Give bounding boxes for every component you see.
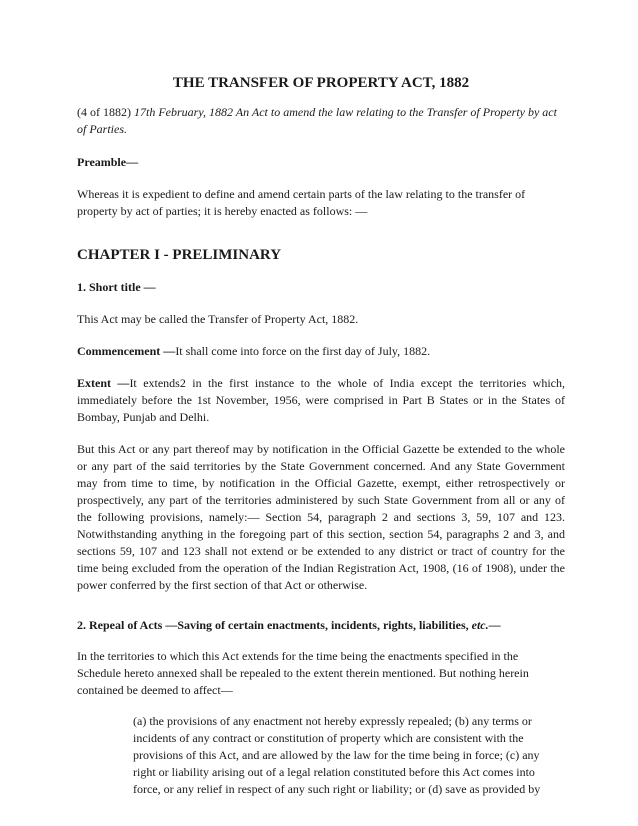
extent-paragraph (77, 375, 565, 426)
commencement-label: Commencement — (77, 344, 176, 358)
extent-label: Extent — (77, 376, 130, 390)
preamble-heading: Preamble— (77, 155, 139, 169)
section-2-heading (77, 617, 565, 634)
commencement-paragraph (77, 343, 565, 360)
extent-text: It extends2 in the first instance to the whole of India except the territories which, immediately before the 1st November, 1956, were comprised in Part B States or in the States of Bombay, Punjab and Delhi. (77, 376, 566, 424)
document-title: THE TRANSFER OF PROPERTY ACT, 1882 (172, 75, 470, 91)
repeal-text: In the territories to which this Act extends for the time being the enactments specified in the Schedule hereto annexed shall be repealed to the extent therein mentioned. But nothing herein contained be deemed to affect— (77, 649, 529, 697)
repeal-clauses: (a) the provisions of any enactment not hereby expressly repealed; (b) any terms or incidents of any contract or constitution of property which are consistent with the provisions of this Act, and are allowed by the law for the time being in force; (c) any right or liability arising out of a legal relation constituted before this Act comes into force, or any relief in respect of any such right or liability; or (d) save as provided by (133, 714, 541, 796)
section-2-heading-dash: — (488, 618, 501, 632)
short-title-text: This Act may be called the Transfer of Property Act, 1882. (77, 312, 359, 326)
act-description: 17th February, 1882 An Act to amend the law relating to the Transfer of Property by act of Parties. (77, 105, 557, 136)
extension-paragraph: But this Act or any part thereof may by notification in the Official Gazette be extended to the whole or any part of the said territories by the State Government concerned. And any State Government may from time to time, by notification in the Official Gazette, exempt, either retrospectively or prospectively, any part of the territories administered by such State Government from all or any of the following provisions, namely:— Section 54, paragraph 2 and sections 3, 59, 107 and 123. Notwithstanding anything in the foregoing part of this section, section 54, paragraphs 2 and 3, and sections 59, 107 and 123 shall not extend or be extended to any district or tract of country for the time being excluded from the operation of the Indian Registration Act, 1908, (16 of 1908), under the power conferred by the first section of that Act or otherwise. (77, 442, 565, 592)
section-2-heading-etc: etc. (471, 618, 489, 632)
act-number: (4 of 1882) (77, 105, 131, 119)
chapter-heading: CHAPTER I - PRELIMINARY (77, 247, 282, 263)
section-2-heading-main: 2. Repeal of Acts —Saving of certain enactments, incidents, rights, liabilities, (77, 618, 472, 632)
section-1-heading: 1. Short title — (77, 280, 156, 294)
commencement-text: It shall come into force on the first day of July, 1882. (175, 344, 431, 358)
act-metadata (77, 104, 565, 138)
preamble-text: Whereas it is expedient to define and amend certain parts of the law relating to the transfer of property by act of parties; it is hereby enacted as follows: — (77, 187, 526, 218)
